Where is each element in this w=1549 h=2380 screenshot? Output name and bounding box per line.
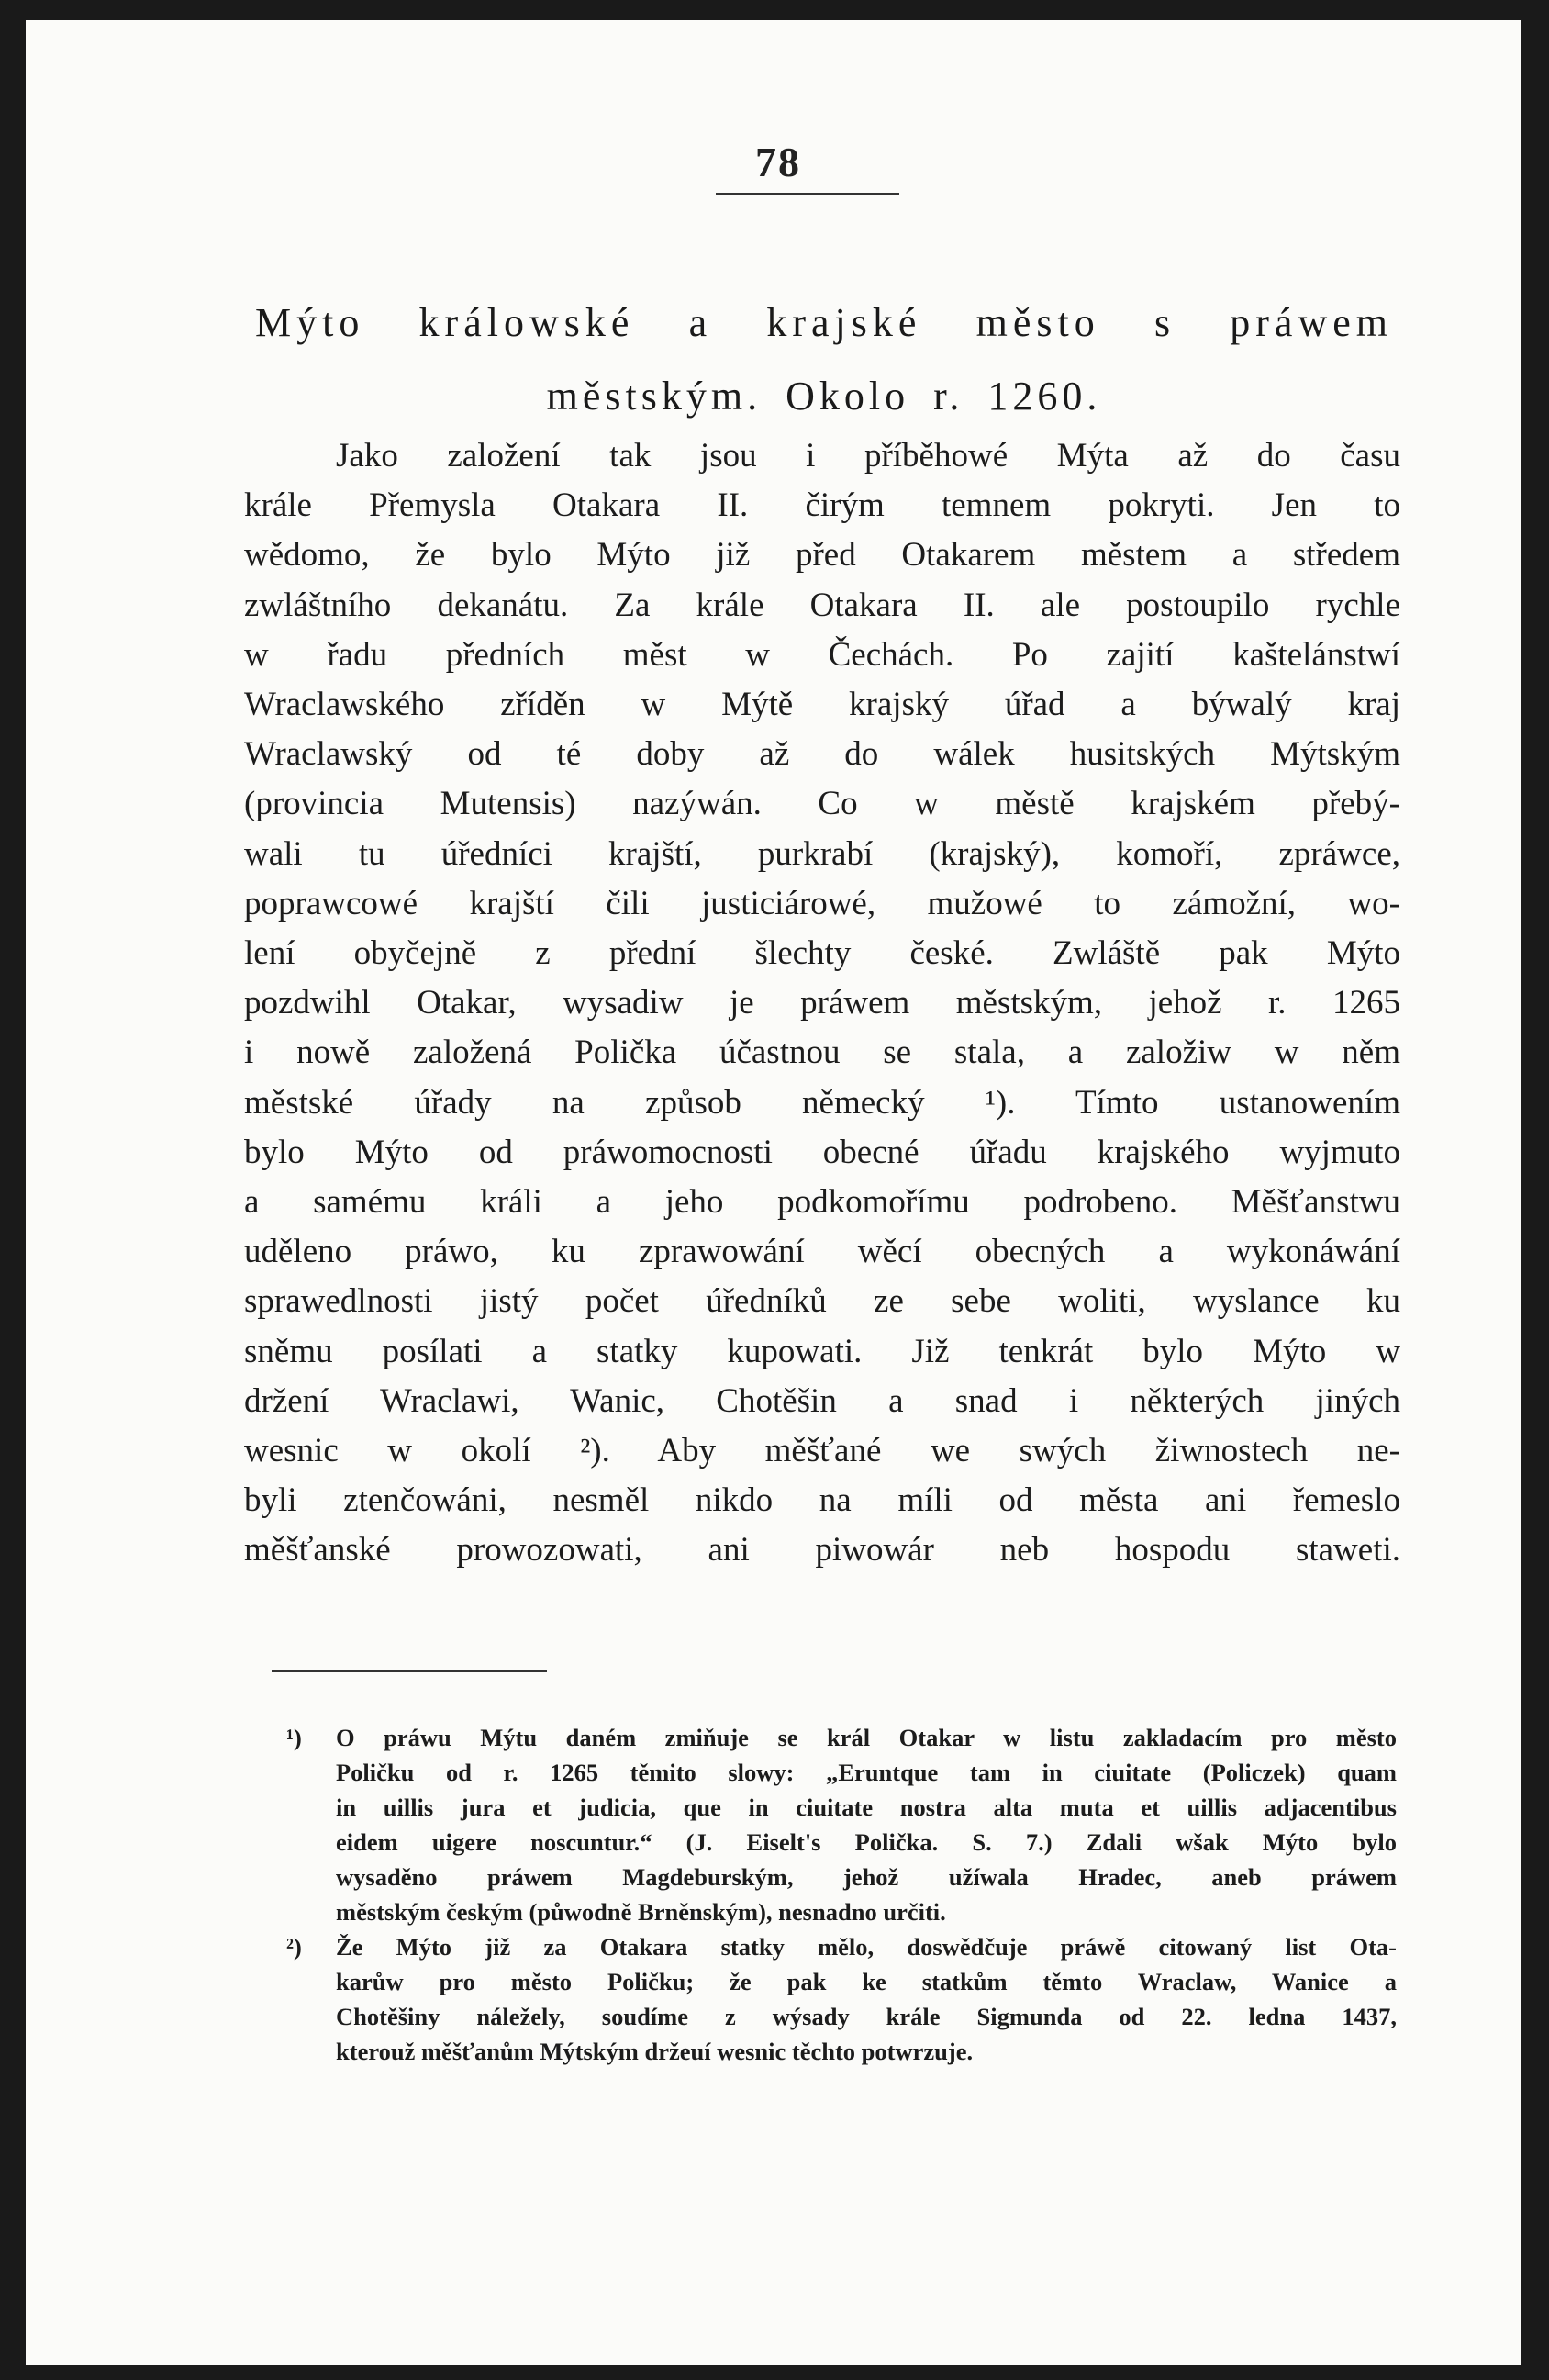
body-line: sprawedlnosti jistý počet úředníků ze sebe woliti, wyslance ku — [244, 1282, 1400, 1321]
book-page — [26, 20, 1521, 2365]
footnote-line: O práwu Mýtu daném zmiňuje se král Otakar w listu zakladacím pro město — [336, 1724, 1397, 1751]
body-line: městské úřady na způsob německý ¹). Tímto ustanowením — [244, 1083, 1400, 1122]
body-line: Jako založení tak jsou i příběhowé Mýta až do času — [336, 437, 1400, 475]
body-line: byli ztenčowáni, nesměl nikdo na míli od města ani řemeslo — [244, 1481, 1400, 1520]
footnote-marker: ¹) — [286, 1724, 302, 1751]
body-line: (provincia Mutensis) nazýwán. Co w městě krajském přebý- — [244, 785, 1400, 823]
footnote-1 — [261, 1720, 1397, 1929]
body-line: pozdwihl Otakar, wysadiw je práwem městským, jehož r. 1265 — [244, 984, 1400, 1022]
body-line: měšťanské prowozowati, ani piwowár neb hospodu staweti. — [244, 1531, 1400, 1570]
body-line: zwláštního dekanátu. Za krále Otakara II. ale postoupilo rychle — [244, 586, 1400, 624]
body-line: sněmu posílati a statky kupowati. Již tenkrát bylo Mýto w — [244, 1332, 1400, 1370]
chapter-title-line-2: městským. Okolo r. 1260. — [546, 374, 1102, 419]
footnote-line: in uillis jura et judicia, que in ciuitate nostra alta muta et uillis adjacentibus — [336, 1793, 1397, 1821]
body-line: wědomo, že bylo Mýto již před Otakarem městem a středem — [244, 536, 1400, 575]
body-line: w řadu předních měst w Čechách. Po zajití kaštelánstwí — [244, 635, 1400, 674]
page-number: 78 — [755, 139, 801, 185]
body-line: poprawcowé krajští čili justiciárowé, mužowé to zámožní, wo- — [244, 884, 1400, 922]
footnote-line: wysaděno práwem Magdeburským, jehož užíwala Hradec, aneb práwem — [336, 1863, 1397, 1891]
footnote-marker: ²) — [286, 1933, 302, 1961]
body-paragraph — [244, 431, 1400, 1576]
body-line: bylo Mýto od práwomocnosti obecné úřadu krajského wyjmuto — [244, 1133, 1400, 1171]
footnote-line: městským českým (půwodně Brněnským), nesnadno určiti. — [336, 1898, 946, 1926]
footnote-line: Poličku od r. 1265 těmito slowy: „Eruntque tam in ciuitate (Policzek) quam — [336, 1759, 1397, 1786]
body-line: i nowě založená Polička účastnou se stala, a založiw w něm — [244, 1034, 1400, 1072]
footnote-line: kterouž měšťanům Mýtským držeuí wesnic těchto potwrzuje. — [336, 2038, 974, 2065]
footnote-line: karůw pro město Poličku; že pak ke statkům těmto Wraclaw, Wanice a — [336, 1968, 1397, 1995]
body-line: Wraclawský od té doby až do wálek husitských Mýtským — [244, 735, 1400, 774]
chapter-title — [255, 286, 1393, 433]
chapter-title-line-1: Mýto králowské a krajské město s práwem — [255, 300, 1393, 345]
footnote-2 — [261, 1929, 1397, 2069]
footnote-line: Chotěšiny náležely, soudíme z wýsady krále Sigmunda od 22. ledna 1437, — [336, 2003, 1397, 2030]
footnote-separator — [272, 1670, 547, 1672]
body-line: krále Přemysla Otakara II. čirým temnem pokryti. Jen to — [244, 486, 1400, 525]
body-line: wali tu úředníci krajští, purkrabí (krajský), komoří, zpráwce, — [244, 834, 1400, 873]
body-line: Wraclawského zříděn w Mýtě krajský úřad a býwalý kraj — [244, 686, 1400, 724]
body-line: a samému králi a jeho podkomořímu podrobeno. Měšťanstwu — [244, 1183, 1400, 1222]
footnote-line: Že Mýto již za Otakara statky mělo, doswědčuje práwě citowaný list Ota- — [336, 1933, 1397, 1961]
page-number-rule — [716, 193, 899, 195]
footnotes — [261, 1720, 1397, 2069]
body-line: uděleno práwo, ku zprawowání wěcí obecných a wykonáwání — [244, 1233, 1400, 1271]
body-line: lení obyčejně z přední šlechty české. Zwláště pak Mýto — [244, 934, 1400, 973]
body-line: držení Wraclawi, Wanic, Chotěšin a snad i některých jiných — [244, 1381, 1400, 1420]
body-line: wesnic w okolí ²). Aby měšťané we swých žiwnostech ne- — [244, 1432, 1400, 1470]
footnote-line: eidem uigere noscuntur.“ (J. Eiselt's Polička. S. 7.) Zdali wšak Mýto bylo — [336, 1828, 1397, 1856]
